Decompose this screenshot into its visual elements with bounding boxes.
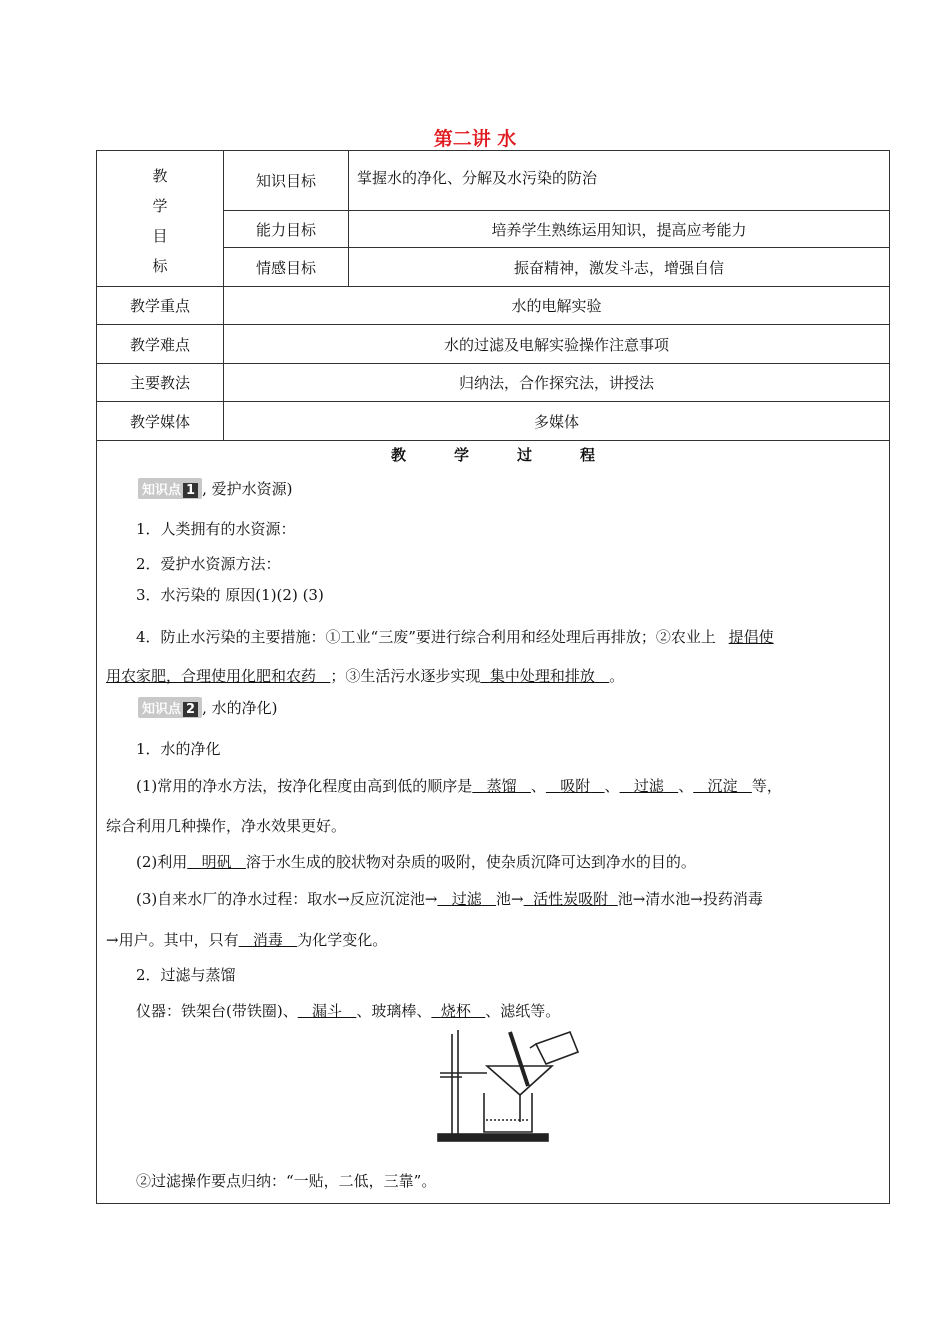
question-1-cont: 综合利用几种操作，净水效果更好。 xyxy=(106,817,347,835)
method-label: 主要教法 xyxy=(97,364,224,402)
section-purification: 1．水的净化 xyxy=(136,740,221,758)
question-1: (1)常用的净水方法，按净化程度由高到低的顺序是 蒸馏 、 吸附 、 过滤 、 沉淀 等， xyxy=(136,777,782,795)
media-label: 教学媒体 xyxy=(97,402,224,441)
item-1: 1．人类拥有的水资源： xyxy=(136,520,296,538)
emotion-goal-value: 振奋精神，激发斗志，增强自信 xyxy=(349,248,890,287)
key-point-label: 教学重点 xyxy=(97,287,224,325)
lesson-meta-table xyxy=(96,150,890,441)
ability-goal-value: 培养学生熟练运用知识，提高应考能力 xyxy=(349,211,890,248)
knowledge-point-1: 知识点 1 , 爱护水资源) xyxy=(138,478,292,499)
knowledge-goal-label: 知识目标 xyxy=(224,151,349,211)
knowledge-badge-1: 知识点 1 xyxy=(138,478,202,499)
knowledge-badge-2: 知识点 2 xyxy=(138,697,202,718)
filtration-apparatus-image xyxy=(432,1030,588,1144)
difficulty-label: 教学难点 xyxy=(97,325,224,364)
knowledge-goal-value: 掌握水的净化、分解及水污染的防治 xyxy=(349,151,890,211)
method-value: 归纳法，合作探究法，讲授法 xyxy=(224,364,890,402)
filter-note: ②过滤操作要点归纳：“一贴，二低，三靠”。 xyxy=(136,1172,437,1190)
section-filtration: 2．过滤与蒸馏 xyxy=(136,966,236,984)
process-heading: 教 学 过 程 xyxy=(390,446,596,464)
ability-goal-label: 能力目标 xyxy=(224,211,349,248)
media-value: 多媒体 xyxy=(224,402,890,441)
question-2: (2)利用 明矾 溶于水生成的胶状物对杂质的吸附，使杂质沉降可达到净水的目的。 xyxy=(136,853,696,871)
instruments: 仪器：铁架台(带铁圈)、 漏斗 、玻璃棒、 烧杯 、滤纸等。 xyxy=(136,1002,561,1020)
goal-label: 教 学 目 标 xyxy=(97,151,224,287)
emotion-goal-label: 情感目标 xyxy=(224,248,349,287)
question-3: (3)自来水厂的净水过程：取水→反应沉淀池→ 过滤 池→ 活性炭吸附 池→清水池→投药消毒 xyxy=(136,890,763,908)
question-3-cont: →用户。其中，只有 消毒 为化学变化。 xyxy=(106,931,388,949)
knowledge-point-2: 知识点 2 , 水的净化) xyxy=(138,697,277,718)
page-title: 第二讲 水 xyxy=(433,128,517,150)
item-2: 2．爱护水资源方法： xyxy=(136,555,281,573)
item-4: 4．防止水污染的主要措施：①工业“三废”要进行综合利用和经处理后再排放；②农业上 提倡使 xyxy=(136,628,774,646)
item-4-cont: 用农家肥，合理使用化肥和农药 ；③生活污水逐步实现 集中处理和排放 。 xyxy=(106,667,625,685)
difficulty-value: 水的过滤及电解实验操作注意事项 xyxy=(224,325,890,364)
key-point-value: 水的电解实验 xyxy=(224,287,890,325)
item-3: 3．水污染的 原因(1)(2) (3) xyxy=(136,586,324,604)
